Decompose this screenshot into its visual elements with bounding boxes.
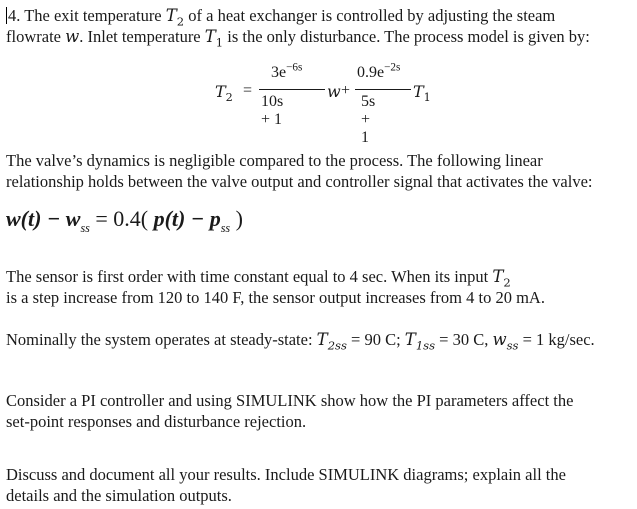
symbol-w: w	[65, 27, 80, 46]
nominal-paragraph: Nominally the system operates at steady-state: $T_{2ss} = 90$ C; $T_{1ss} = 30$ C, $w_{ss} = 1$ kg/sec.	[6, 330, 595, 353]
model-denominator-2: 5s + 1	[361, 93, 376, 146]
symbol-T2ss: $T_{2ss}$	[316, 330, 347, 353]
symbol-T2-sensor: $T_2$	[492, 267, 511, 290]
model-lhs: $T_2$	[215, 82, 233, 105]
symbol-T2: $T_2$	[165, 6, 185, 29]
sensor-paragraph: The sensor is first order with time constant equal to 4 sec. When its input $T_2$ is a step increase from 120 to 140 F, the sensor output increases from 4 to 20 mA.	[6, 267, 545, 307]
model-equals: =	[243, 82, 253, 99]
symbol-wss: $w_{ss}$	[492, 330, 519, 353]
model-var-w: w	[327, 82, 341, 101]
model-plus: +	[341, 82, 351, 99]
valve-paragraph: The valve’s dynamics is negligible compared to the process. The following linear relationship holds between the valve output and controller signal that activates the valve:	[6, 151, 593, 191]
text-cursor	[6, 7, 7, 24]
problem-intro: 4. The exit temperature $T_2$ of a heat exchanger is controlled by adjusting the steam flowrate w. Inlet temperature $T_1$ is the only disturbance. The process model is given by:	[6, 6, 590, 50]
model-var-T1: $T_1$	[413, 82, 431, 105]
symbol-T1: $T_1$	[204, 27, 224, 50]
model-denominator-1: 10s + 1	[261, 93, 284, 128]
discuss-paragraph: Discuss and document all your results. Include SIMULINK diagrams; explain all the details and the simulation outputs.	[6, 465, 566, 505]
consider-paragraph: Consider a PI controller and using SIMULINK show how the PI parameters affect the set-point responses and disturbance rejection.	[6, 391, 574, 431]
fraction-bar-2	[355, 89, 411, 90]
fraction-bar-1	[259, 89, 325, 90]
model-numerator-1: $3e^{-6s}$	[271, 61, 303, 81]
symbol-T1ss: $T_{1ss}$	[404, 330, 436, 353]
valve-equation: $w(t) - w_{ss} = 0.4$( $p(t) - p_{ss}$ )	[6, 206, 243, 235]
model-numerator-2: $0.9e^{-2s}$	[357, 61, 401, 81]
